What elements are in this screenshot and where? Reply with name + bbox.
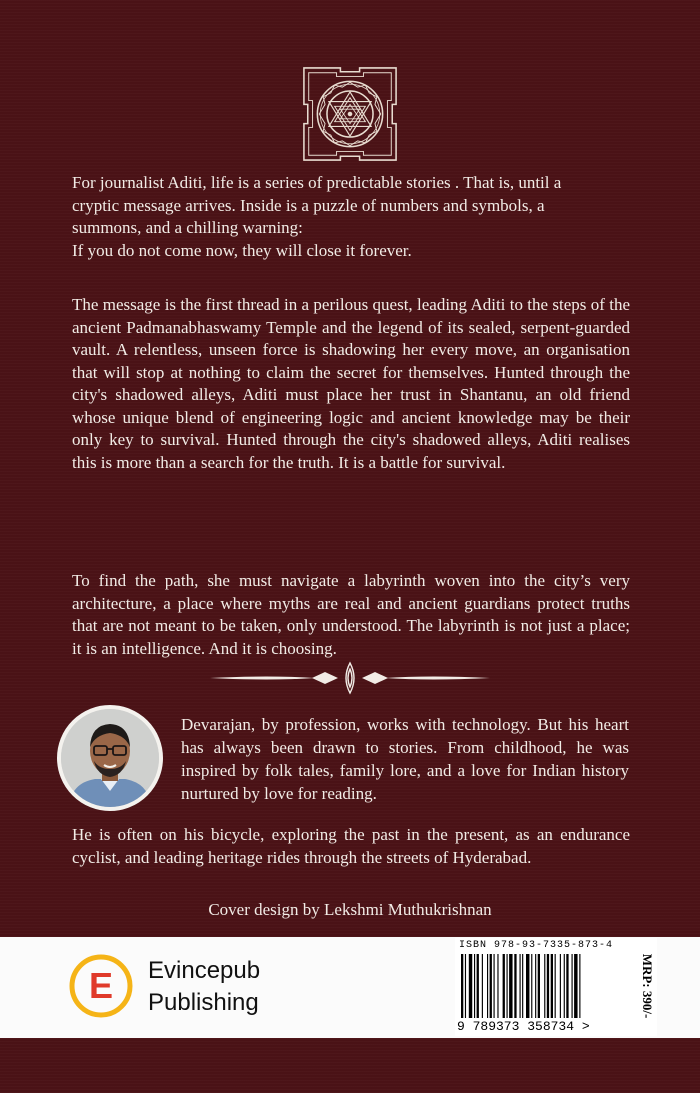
author-bio-1: Devarajan, by profession, works with technology. But his heart has always been drawn to stories. From childhood, he was inspired by folk tales, family lore, and a love for Indian history nurtured by love for reading. [181, 715, 629, 803]
author-photo [57, 705, 163, 811]
publisher-name-line1: Evincepub [148, 957, 261, 984]
barcode-bar [522, 954, 523, 1018]
barcode-bar [469, 954, 472, 1018]
description-paragraph-1 [72, 172, 630, 262]
description-line: cryptic message arrives. Inside is a puzzle of numbers and symbols, a [72, 195, 545, 215]
barcode-bar [465, 954, 466, 1018]
barcode-bar [507, 954, 508, 1018]
barcode-bar [482, 954, 483, 1018]
barcode-bar [574, 954, 577, 1018]
barcode-bar [497, 954, 498, 1018]
barcode-bar [560, 954, 561, 1018]
description-line: For journalist Aditi, life is a series of predictable stories . That is, until a [72, 173, 562, 192]
barcode-bar [572, 954, 573, 1018]
barcode-bar [477, 954, 479, 1018]
barcode-bar [535, 954, 536, 1018]
cover-design-credit: Cover design by Lekshmi Muthukrishnan [208, 900, 492, 919]
barcode-bar [474, 954, 475, 1018]
barcode-bar [490, 954, 492, 1018]
description-paragraph-3: To find the path, she must navigate a labyrinth woven into the city’s very architecture, a place where myths are real and ancient guardians protect truths that are not meant to be taken, only understood. The labyrinth is not just a place; it is an intelligence. And it is choosing. [72, 571, 630, 658]
barcode-bar [551, 954, 553, 1018]
barcode-bar [547, 954, 549, 1018]
evincepub-logo-icon [68, 953, 134, 1019]
author-bio-2: He is often on his bicycle, exploring the past in the present, as an endurance cyclist, and leading heritage rides through the streets of Hyderabad. [72, 825, 630, 867]
barcode-number: 9 789373 358734 > [457, 1019, 590, 1034]
barcode-bar [538, 954, 540, 1018]
barcode-bar [579, 954, 580, 1018]
barcode-bar [544, 954, 545, 1018]
barcode-bar [461, 954, 463, 1018]
price-label [636, 948, 656, 1030]
barcode-bar [526, 954, 529, 1018]
publisher-strip [0, 937, 700, 1038]
logo-letter: E [88, 965, 114, 1006]
barcode-bar [487, 954, 488, 1018]
barcode-bar [566, 954, 568, 1018]
sri-yantra-icon [302, 66, 398, 162]
isbn-barcode-box [455, 938, 657, 1036]
barcode-icon [461, 954, 621, 1018]
barcode-bar [494, 954, 495, 1018]
ornamental-divider-icon [210, 660, 490, 696]
barcode-bar [509, 954, 512, 1018]
barcode-bar [514, 954, 516, 1018]
warning-line: If you do not come now, they will close it forever. [72, 240, 412, 260]
barcode-bar [520, 954, 521, 1018]
barcode-bar [503, 954, 505, 1018]
description-paragraph-2: The message is the first thread in a perilous quest, leading Aditi to the steps of the ancient Padmanabhaswamy Temple and the legend of its sealed, serpent-guarded vault. A relentless, unseen force is shadowing her every move, an organisation that will stop at nothing to claim the secret for themselves. Hunted through the city's shadowed alleys, Aditi must place her trust in Shantanu, an old friend whose unique blend of engineering logic and ancient knowledge may be their only key to survival. Hunted through the city's shadowed alleys, Aditi realises this is more than a search for the truth. It is a battle for survival. [72, 295, 630, 472]
price-text: MRP: 390/- [640, 953, 655, 1019]
barcode-bar [531, 954, 532, 1018]
publisher-name-line2: Publishing [148, 989, 259, 1016]
description-line: summons, and a chilling warning: [72, 218, 303, 237]
barcode-bar [555, 954, 556, 1018]
isbn-label: ISBN 978-93-7335-873-4 [459, 940, 614, 951]
barcode-bar [564, 954, 565, 1018]
